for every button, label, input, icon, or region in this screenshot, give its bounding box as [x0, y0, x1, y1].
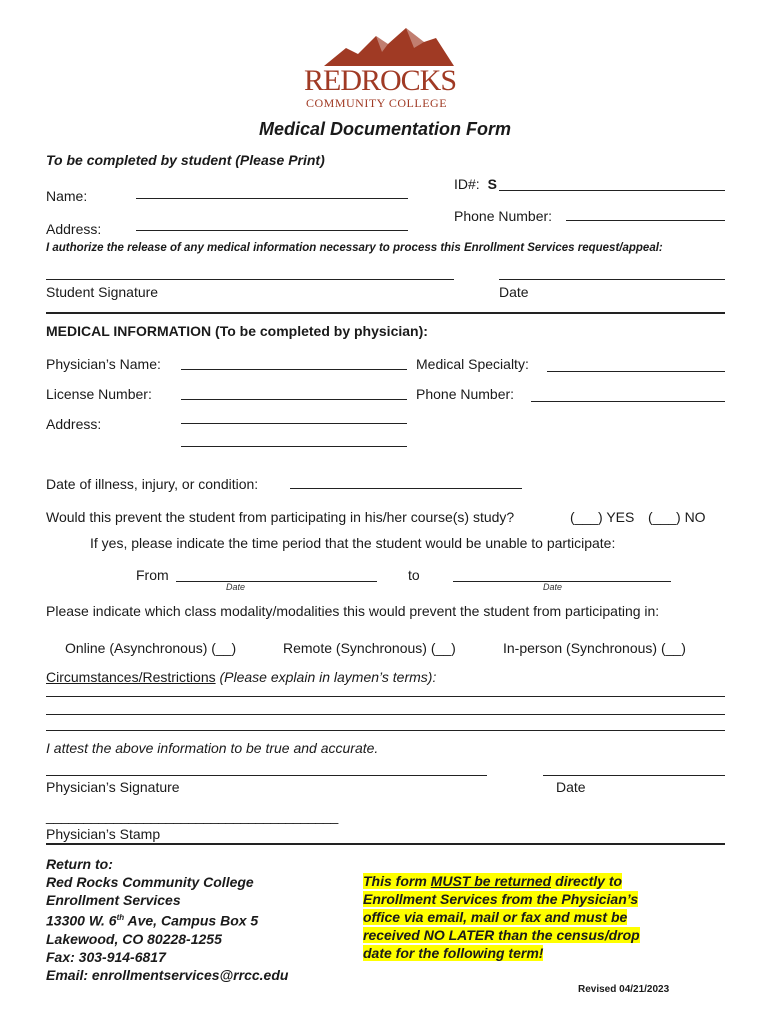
notice-emphasis: MUST be returned	[430, 873, 552, 889]
notice-line-4-text: received NO LATER than the census/drop	[363, 927, 640, 943]
mountain-icon	[324, 26, 454, 66]
student-section-heading: To be completed by student (Please Print)	[46, 152, 325, 168]
to-date-caption: Date	[543, 582, 563, 592]
physician-address-label: Address:	[46, 416, 102, 432]
revised-date: Revised 04/21/2023	[578, 984, 670, 995]
college-logo	[300, 26, 470, 110]
physician-signature-label: Physician’s Signature	[46, 779, 180, 795]
logo-word-red: RED	[304, 64, 361, 97]
physician-date-label: Date	[556, 779, 586, 795]
physician-address-field-2[interactable]	[181, 446, 407, 447]
student-date-label: Date	[499, 284, 529, 300]
id-label-text: ID#:	[454, 176, 480, 192]
from-date-field[interactable]	[176, 581, 377, 582]
circumstances-label	[46, 669, 436, 685]
stamp-label: Physician’s Stamp	[46, 826, 161, 842]
notice-line-1	[363, 872, 640, 890]
notice-line-3	[363, 908, 640, 926]
modality-remote[interactable]: Remote (Synchronous) (__)	[283, 640, 456, 656]
authorization-text: I authorize the release of any medical information necessary to process this Enrollment Services request/appeal:	[46, 242, 663, 254]
physician-name-field[interactable]	[181, 369, 407, 370]
modality-online[interactable]: Online (Asynchronous) (__)	[65, 640, 237, 656]
circumstances-field-1[interactable]	[46, 696, 725, 697]
notice-line-2-text: Enrollment Services from the Physician’s	[363, 891, 639, 907]
modality-in-person[interactable]: In-person (Synchronous) (__)	[503, 640, 686, 656]
time-period-prompt: If yes, please indicate the time period that the student would be unable to participate:	[90, 535, 616, 551]
no-option[interactable]: (___) NO	[648, 509, 706, 525]
circumstances-field-3[interactable]	[46, 730, 725, 731]
form-title: Medical Documentation Form	[258, 119, 512, 139]
notice-line-5-text: date for the following term!	[363, 945, 544, 961]
section-divider	[46, 312, 725, 314]
notice-line-2	[363, 890, 640, 908]
return-to-heading: Return to:	[46, 856, 113, 872]
circumstances-title: Circumstances/Restrictions	[46, 669, 216, 685]
return-to-city: Lakewood, CO 80228-1255	[46, 930, 222, 947]
notice-line-4	[363, 926, 640, 944]
medical-section-heading: MEDICAL INFORMATION (To be completed by physician):	[46, 323, 428, 339]
notice-line-5	[363, 944, 640, 962]
return-notice	[363, 872, 640, 962]
id-field[interactable]	[499, 190, 725, 191]
logo-word-rocks: ROCKS	[361, 64, 457, 97]
street-rest: Ave, Campus Box 5	[124, 912, 259, 929]
return-to-college: Red Rocks Community College	[46, 874, 254, 890]
date-of-illness-field[interactable]	[290, 488, 522, 489]
address-label: Address:	[46, 221, 102, 237]
street-suffix: th	[116, 913, 125, 922]
address-field[interactable]	[136, 230, 408, 231]
student-date-field[interactable]	[499, 279, 725, 280]
physician-phone-label: Phone Number:	[416, 386, 515, 402]
specialty-label: Medical Specialty:	[416, 356, 529, 372]
id-prefix: S	[487, 176, 497, 192]
return-to-street	[46, 909, 288, 930]
name-label: Name:	[46, 188, 88, 204]
license-label: License Number:	[46, 386, 152, 402]
from-label: From	[136, 567, 169, 583]
return-to-fax: Fax: 303-914-6817	[46, 948, 166, 965]
circumstances-hint: (Please explain in laymen’s terms):	[219, 669, 437, 685]
return-to-department: Enrollment Services	[46, 892, 181, 908]
license-field[interactable]	[181, 399, 407, 400]
phone-label: Phone Number:	[454, 208, 553, 224]
yes-option[interactable]: (___) YES	[570, 509, 635, 525]
specialty-field[interactable]	[547, 371, 725, 372]
name-field[interactable]	[136, 198, 408, 199]
bottom-divider	[46, 843, 725, 845]
notice-part1: This form	[363, 873, 431, 889]
stamp-line[interactable]: _______________________________________	[46, 808, 338, 824]
attest-statement: I attest the above information to be true and accurate.	[46, 740, 379, 756]
physician-signature-field[interactable]	[46, 775, 487, 776]
return-to-block	[46, 855, 288, 984]
from-date-caption: Date	[226, 582, 246, 592]
physician-address-field-1[interactable]	[181, 423, 407, 424]
to-label: to	[408, 567, 420, 583]
physician-name-label: Physician’s Name:	[46, 356, 161, 372]
notice-line-3-text: office via email, mail or fax and must be	[363, 909, 628, 925]
logo-wordmark	[304, 64, 456, 98]
notice-part2: directly to	[551, 873, 623, 889]
logo-subtitle: COMMUNITY COLLEGE	[306, 96, 448, 110]
date-of-illness-label: Date of illness, injury, or condition:	[46, 476, 259, 492]
physician-date-field[interactable]	[543, 775, 725, 776]
student-signature-field[interactable]	[46, 279, 454, 280]
student-signature-label: Student Signature	[46, 284, 159, 300]
street-number: 13300 W. 6	[46, 912, 117, 929]
phone-field[interactable]	[566, 220, 725, 221]
circumstances-field-2[interactable]	[46, 714, 725, 715]
prevent-question: Would this prevent the student from participating in his/her course(s) study?	[46, 509, 515, 525]
id-label	[454, 176, 497, 192]
physician-phone-field[interactable]	[531, 401, 725, 402]
modality-prompt: Please indicate which class modality/modalities this would prevent the student from participating in:	[46, 603, 660, 619]
return-to-email[interactable]: Email: enrollmentservices@rrcc.edu	[46, 966, 289, 983]
